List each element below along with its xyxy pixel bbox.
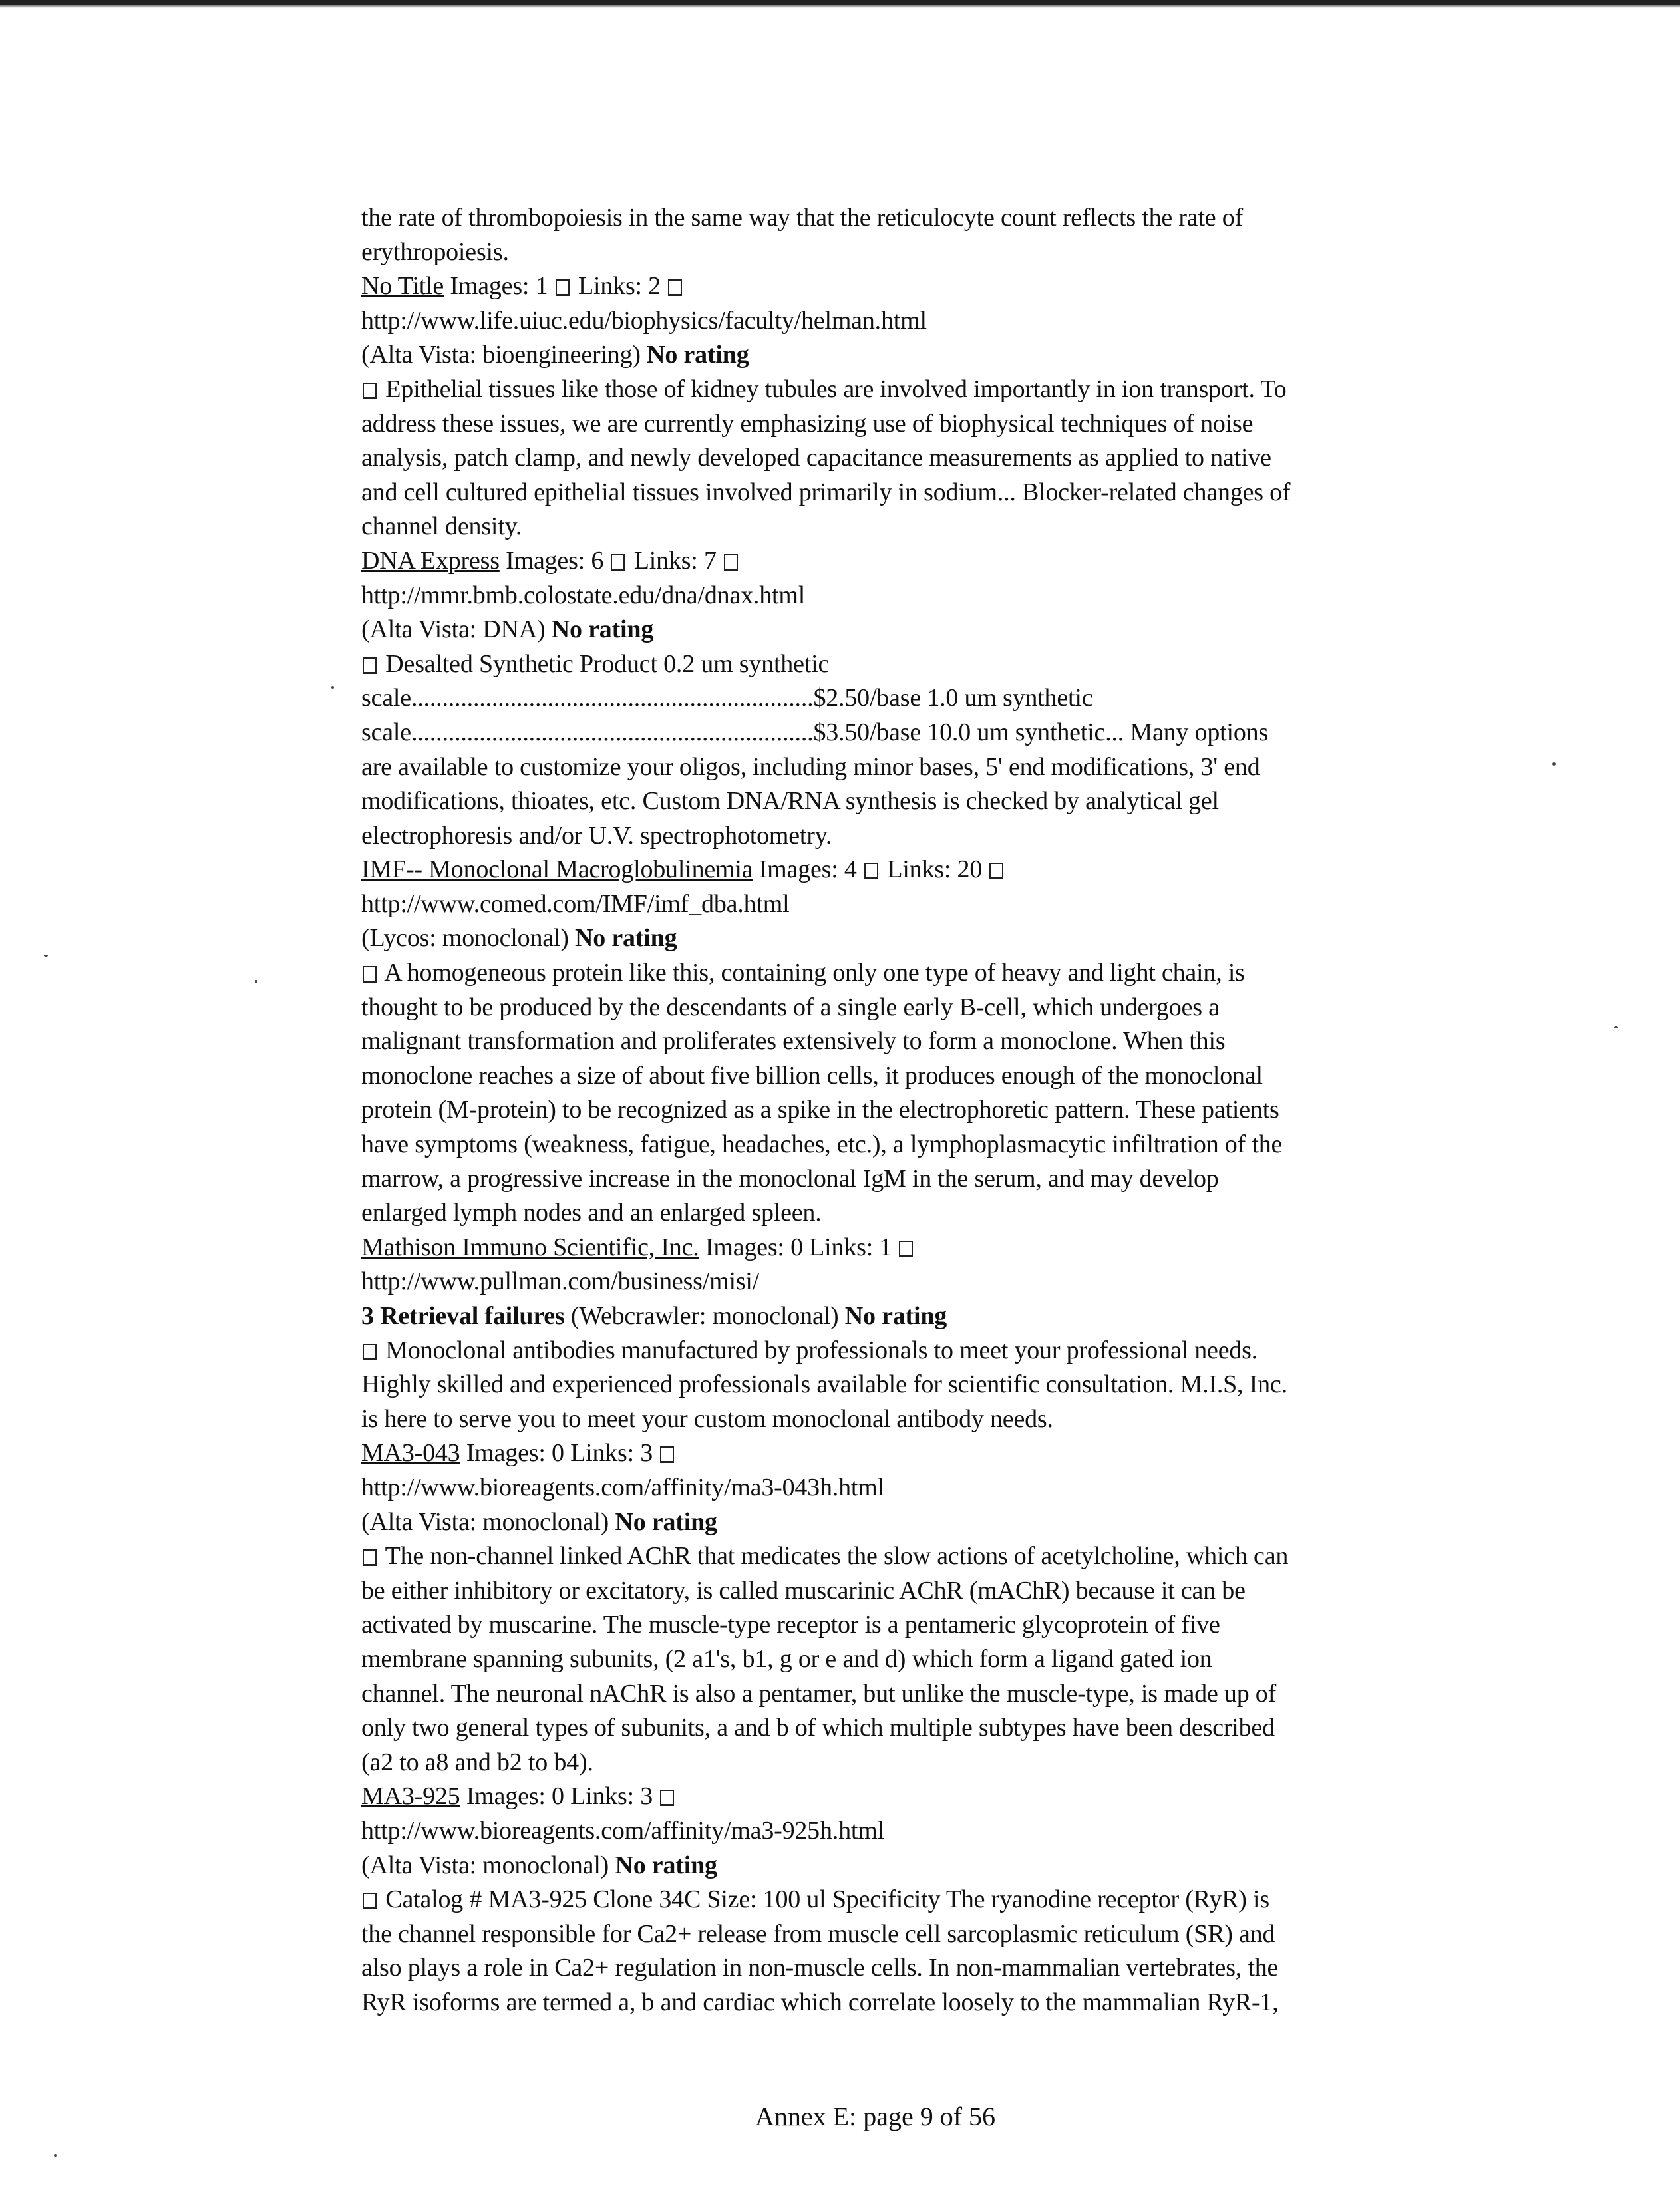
scan-speck [1552, 762, 1556, 766]
text-line [361, 613, 1452, 647]
text-span: No rating [615, 1851, 717, 1879]
text-span: (Alta Vista: DNA) [361, 615, 552, 644]
text-line [361, 1539, 1452, 1574]
text-span: channel. The neuronal nAChR is also a pentamer, but unlike the muscle-type, is made up of [361, 1679, 1277, 1708]
text-span: protein (M-protein) to be recognized as a spike in the electrophoretic pattern. These patients [361, 1096, 1279, 1124]
result-title-link[interactable]: MA3-925 [361, 1782, 460, 1811]
text-span: Images: 0 Links: 1 [699, 1233, 898, 1261]
checkbox-glyph-icon [611, 554, 625, 571]
text-span: analysis, patch clamp, and newly developed capacitance measurements as applied to native [361, 444, 1271, 472]
text-line [361, 956, 1452, 991]
text-span: activated by muscarine. The muscle-type receptor is a pentameric glycoprotein of five [361, 1611, 1220, 1639]
text-line [361, 579, 1452, 613]
text-span: (a2 to a8 and b2 to b4). [361, 1748, 593, 1776]
text-line [361, 476, 1452, 510]
text-line [361, 235, 1452, 270]
text-span: No rating [615, 1507, 717, 1536]
text-span: No rating [551, 615, 654, 644]
text-span: erythropoiesis. [361, 237, 509, 266]
text-line [361, 510, 1452, 544]
text-line [361, 1231, 1452, 1265]
checkbox-glyph-icon [363, 1549, 377, 1566]
text-line [361, 1162, 1452, 1197]
text-line [361, 1883, 1452, 1917]
checkbox-glyph-icon [660, 1446, 674, 1463]
text-span: electrophoresis and/or U.V. spectrophotometry. [361, 821, 832, 850]
text-line [361, 1265, 1452, 1299]
checkbox-glyph-icon [660, 1790, 674, 1806]
text-line [361, 373, 1452, 407]
scan-speck [255, 980, 257, 983]
text-span: http://mmr.bmb.colostate.edu/dna/dnax.html [361, 581, 806, 609]
result-title-link[interactable]: MA3-043 [361, 1439, 460, 1468]
checkbox-glyph-icon [724, 554, 738, 571]
text-line [361, 1334, 1452, 1368]
text-span: membrane spanning subunits, (2 a1's, b1, g or e and d) which form a ligand gated ion [361, 1644, 1212, 1673]
text-span: are available to customize your oligos, including minor bases, 5' end modifications, 3' end [361, 752, 1260, 781]
text-line [361, 1196, 1452, 1231]
text-line [361, 1986, 1452, 2020]
text-span: http://www.bioreagents.com/affinity/ma3-043h.html [361, 1473, 884, 1501]
text-line [361, 1436, 1452, 1471]
text-line [361, 304, 1452, 339]
text-span: Images: 1 [444, 272, 554, 301]
text-span: Monoclonal antibodies manufactured by professionals to meet your professional needs. [379, 1336, 1258, 1364]
text-span: marrow, a progressive increase in the monoclonal IgM in the serum, and may develop [361, 1164, 1219, 1193]
text-span: Images: 0 Links: 3 [460, 1782, 659, 1811]
text-line [361, 1299, 1452, 1334]
checkbox-glyph-icon [363, 1893, 377, 1909]
text-line [361, 269, 1452, 304]
page-footer: Annex E: page 9 of 56 [755, 2102, 996, 2131]
text-span: scale.................................................................$3.50/base 10.0 um synthetic... Many options [361, 718, 1269, 746]
text-line [361, 441, 1452, 476]
text-line [361, 1951, 1452, 1986]
text-line [361, 681, 1452, 716]
text-span: channel density. [361, 512, 522, 541]
checkbox-glyph-icon [899, 1241, 913, 1257]
scan-top-border [0, 0, 1680, 8]
text-line [361, 1608, 1452, 1642]
text-line [361, 544, 1452, 579]
text-span: (Alta Vista: monoclonal) [361, 1507, 615, 1536]
text-span: Links: 7 [627, 546, 723, 575]
text-line [361, 716, 1452, 750]
checkbox-glyph-icon [864, 863, 878, 879]
text-span: the channel responsible for Ca2+ release from muscle cell sarcoplasmic reticulum (SR) and [361, 1919, 1275, 1948]
text-line [361, 1402, 1452, 1437]
document-body [361, 201, 1452, 2020]
text-span: (Webcrawler: monoclonal) [564, 1302, 845, 1330]
text-span: No rating [575, 924, 677, 953]
text-line [361, 201, 1452, 235]
text-line [361, 1024, 1452, 1059]
text-span: Images: 6 [499, 546, 610, 575]
text-span: RyR isoforms are termed a, b and cardiac which correlate loosely to the mammalian RyR-1, [361, 1988, 1279, 2016]
text-span: monoclone reaches a size of about five billion cells, it produces enough of the monoclonal [361, 1061, 1263, 1090]
text-span: No rating [844, 1302, 947, 1330]
text-span: Links: 2 [572, 272, 667, 301]
text-line [361, 1711, 1452, 1746]
scan-speck [54, 2154, 57, 2157]
text-line [361, 1917, 1452, 1952]
scan-speck [44, 955, 48, 957]
text-span: http://www.comed.com/IMF/imf_dba.html [361, 889, 790, 918]
text-line [361, 1814, 1452, 1849]
text-span: is here to serve you to meet your custom monoclonal antibody needs. [361, 1404, 1053, 1433]
result-title-link[interactable]: DNA Express [361, 546, 500, 575]
checkbox-glyph-icon [363, 966, 377, 983]
text-line [361, 991, 1452, 1025]
text-line [361, 1505, 1452, 1540]
text-line [361, 647, 1452, 682]
text-line [361, 1368, 1452, 1402]
text-span: Highly skilled and experienced professionals available for scientific consultation. M.I.S, Inc. [361, 1370, 1287, 1399]
checkbox-glyph-icon [363, 1344, 377, 1360]
text-line [361, 1128, 1452, 1162]
text-span: No rating [647, 341, 749, 369]
text-span: http://www.pullman.com/business/misi/ [361, 1267, 760, 1296]
text-span: http://www.bioreagents.com/affinity/ma3-925h.html [361, 1816, 884, 1845]
text-span: Images: 0 Links: 3 [460, 1439, 659, 1468]
text-line [361, 819, 1452, 854]
text-line [361, 853, 1452, 887]
text-line [361, 887, 1452, 922]
text-span: only two general types of subunits, a and b of which multiple subtypes have been described [361, 1714, 1275, 1742]
text-span: Desalted Synthetic Product 0.2 um synthetic [379, 649, 830, 678]
text-span: Catalog # MA3-925 Clone 34C Size: 100 ul Specificity The ryanodine receptor (RyR) is [379, 1885, 1269, 1914]
text-line [361, 750, 1452, 785]
text-line [361, 1746, 1452, 1780]
text-span: The non-channel linked AChR that medicates the slow actions of acetylcholine, which can [379, 1542, 1289, 1571]
text-span: thought to be produced by the descendants of a single early B-cell, which undergoes a [361, 993, 1220, 1021]
text-span: malignant transformation and proliferates extensively to form a monoclone. When this [361, 1027, 1226, 1056]
text-line [361, 784, 1452, 819]
text-span: be either inhibitory or excitatory, is called muscarinic AChR (mAChR) because it can be [361, 1576, 1246, 1605]
text-span: scale.................................................................$2.50/base 1.0 um synthetic [361, 684, 1093, 712]
checkbox-glyph-icon [556, 279, 570, 296]
text-line [361, 1471, 1452, 1505]
text-line [361, 1677, 1452, 1712]
text-line [361, 1849, 1452, 1883]
checkbox-glyph-icon [363, 383, 377, 399]
checkbox-glyph-icon [989, 863, 1003, 879]
text-span: (Alta Vista: bioengineering) [361, 341, 647, 369]
text-span: enlarged lymph nodes and an enlarged spleen. [361, 1199, 822, 1227]
checkbox-glyph-icon [363, 657, 377, 674]
text-span: modifications, thioates, etc. Custom DNA/RNA synthesis is checked by analytical gel [361, 787, 1219, 816]
text-line [361, 1642, 1452, 1677]
text-line [361, 338, 1452, 373]
text-line [361, 1093, 1452, 1128]
result-title-link[interactable]: IMF-- Monoclonal Macroglobulinemia [361, 856, 753, 884]
text-span: Links: 20 [881, 856, 989, 884]
text-line [361, 1059, 1452, 1094]
checkbox-glyph-icon [668, 279, 682, 296]
result-title-link[interactable]: Mathison Immuno Scientific, Inc. [361, 1233, 699, 1261]
text-line [361, 1574, 1452, 1609]
text-span: Images: 4 [753, 856, 864, 884]
text-span: address these issues, we are currently emphasizing use of biophysical techniques of noise [361, 409, 1254, 438]
text-span: A homogeneous protein like this, containing only one type of heavy and light chain, is [379, 959, 1245, 987]
text-span: (Lycos: monoclonal) [361, 924, 576, 953]
text-span: also plays a role in Ca2+ regulation in non-muscle cells. In non-mammalian vertebrates, the [361, 1954, 1279, 1982]
text-span: Epithelial tissues like those of kidney tubules are involved importantly in ion transport. To [379, 375, 1287, 403]
text-span: http://www.life.uiuc.edu/biophysics/faculty/helman.html [361, 306, 927, 335]
text-line [361, 921, 1452, 956]
scan-speck [331, 686, 334, 689]
text-span: the rate of thrombopoiesis in the same way that the reticulocyte count reflects the rate of [361, 204, 1244, 232]
text-span: have symptoms (weakness, fatigue, headaches, etc.), a lymphoplasmacytic infiltration of the [361, 1130, 1283, 1159]
text-span: and cell cultured epithelial tissues involved primarily in sodium... Blocker-related changes of [361, 478, 1291, 506]
text-span: (Alta Vista: monoclonal) [361, 1851, 615, 1879]
text-line [361, 1780, 1452, 1814]
text-line [361, 407, 1452, 442]
text-span: 3 Retrieval failures [361, 1302, 565, 1330]
scan-speck [1614, 1026, 1618, 1028]
result-title-link[interactable]: No Title [361, 272, 444, 301]
